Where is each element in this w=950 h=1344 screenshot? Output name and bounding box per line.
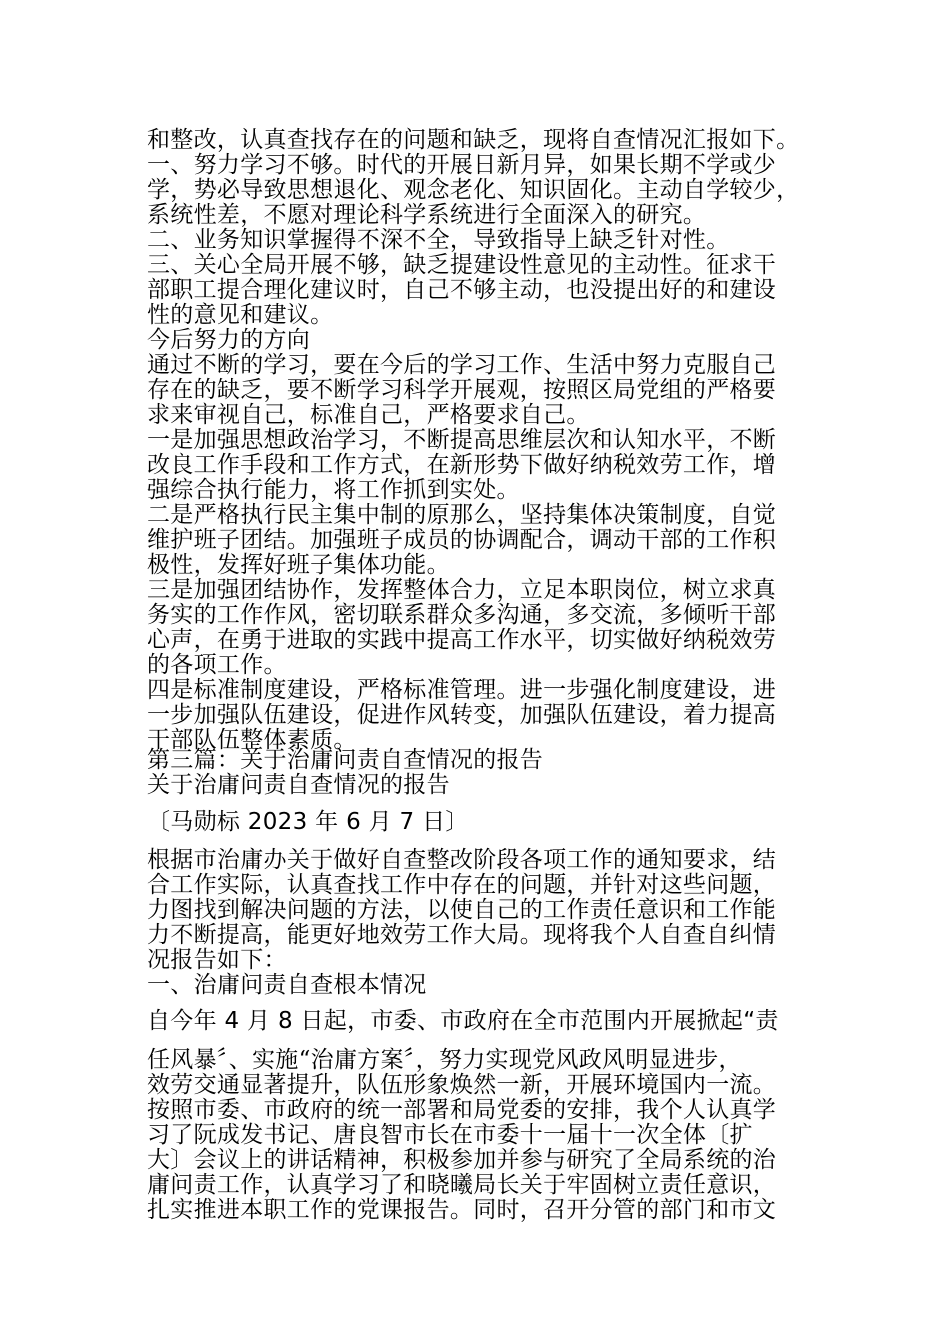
text-line: 合工作实际，认真查找工作中存在的问题，并针对这些问题，	[147, 872, 777, 898]
text-line: 性的意见和建议。	[147, 302, 334, 328]
section-heading: 今后努力的方向	[147, 327, 311, 353]
text-line: 力图找到解决问题的方法，以使自己的工作责任意识和工作能	[147, 897, 777, 923]
text-line: 二是严格执行民主集中制的原那么，坚持集体决策制度，自觉	[147, 502, 777, 528]
text-line: 扎实推进本职工作的党课报告。同时，召开分管的部门和市文	[147, 1197, 777, 1223]
text-line: 三、关心全局开展不够，缺乏提建设性意见的主动性。征求干	[147, 252, 777, 278]
section-heading: 一、治庸问责自查根本情况	[147, 972, 427, 998]
text-line: 四是标准制度建设，严格标准管理。进一步强化制度建设，进	[147, 677, 777, 703]
text-line: 务实的工作作风，密切联系群众多沟通，多交流，多倾听干部	[147, 602, 777, 628]
text-line: 干部队伍整体素质。	[147, 727, 357, 753]
text-line: 一、努力学习不够。时代的开展日新月异，如果长期不学或少	[147, 152, 777, 178]
text-line: 存在的缺乏，要不断学习科学开展观，按照区局党组的严格要	[147, 377, 777, 403]
text-line: 极性，发挥好班子集体功能。	[147, 552, 450, 578]
text-line: 改良工作手段和工作方式，在新形势下做好纳税效劳工作，增	[147, 452, 777, 478]
text-line: 任风暴〞、实施“治庸方案〞，努力实现党风政风明显进步，	[147, 1047, 742, 1073]
author-date: 〔马勋标 2023 年 6 月 7 日〕	[147, 809, 469, 835]
text-line: 系统性差，不愿对理论科学系统进行全面深入的研究。	[147, 202, 707, 228]
text-line: 自今年 4 月 8 日起，市委、市政府在全市范围内开展掀起“责	[147, 1008, 779, 1034]
text-line: 大〕会议上的讲话精神，积极参加并参与研究了全局系统的治	[147, 1147, 777, 1173]
text-line: 和整改，认真查找存在的问题和缺乏，现将自查情况汇报如下。	[147, 127, 800, 153]
text-line: 的各项工作。	[147, 652, 287, 678]
text-line: 求来审视自己，标准自己，严格要求自己。	[147, 402, 590, 428]
report-title: 关于治庸问责自查情况的报告	[147, 772, 450, 798]
text-line: 庸问责工作，认真学习了和晓曦局长关于牢固树立责任意识，	[147, 1172, 777, 1198]
text-line: 维护班子团结。加强班子成员的协调配合，调动干部的工作积	[147, 527, 777, 553]
chapter-heading: 第三篇：关于治庸问责自查情况的报告	[147, 747, 544, 773]
text-line: 心声，在勇于进取的实践中提高工作水平，切实做好纳税效劳	[147, 627, 777, 653]
text-line: 部职工提合理化建议时，自己不够主动，也没提出好的和建设	[147, 277, 777, 303]
text-line: 二、业务知识掌握得不深不全，导致指导上缺乏针对性。	[147, 227, 730, 253]
text-line: 习了阮成发书记、唐良智市长在市委十一届十一次全体〔扩	[147, 1122, 753, 1148]
text-line: 一是加强思想政治学习，不断提高思维层次和认知水平，不断	[147, 427, 777, 453]
text-line: 效劳交通显著提升，队伍形象焕然一新，开展环境国内一流。	[147, 1072, 777, 1098]
text-line: 学，势必导致思想退化、观念老化、知识固化。主动自学较少，	[147, 177, 800, 203]
text-line: 三是加强团结协作，发挥整体合力，立足本职岗位，树立求真	[147, 577, 777, 603]
text-line: 况报告如下：	[147, 947, 287, 973]
text-line: 力不断提高，能更好地效劳工作大局。现将我个人自查自纠情	[147, 922, 777, 948]
text-line: 一步加强队伍建设，促进作风转变，加强队伍建设，着力提高	[147, 702, 777, 728]
text-line: 按照市委、市政府的统一部署和局党委的安排，我个人认真学	[147, 1097, 777, 1123]
text-line: 根据市治庸办关于做好自查整改阶段各项工作的通知要求，结	[147, 847, 777, 873]
text-line: 强综合执行能力，将工作抓到实处。	[147, 477, 520, 503]
text-line: 通过不断的学习，要在今后的学习工作、生活中努力克服自己	[147, 352, 777, 378]
